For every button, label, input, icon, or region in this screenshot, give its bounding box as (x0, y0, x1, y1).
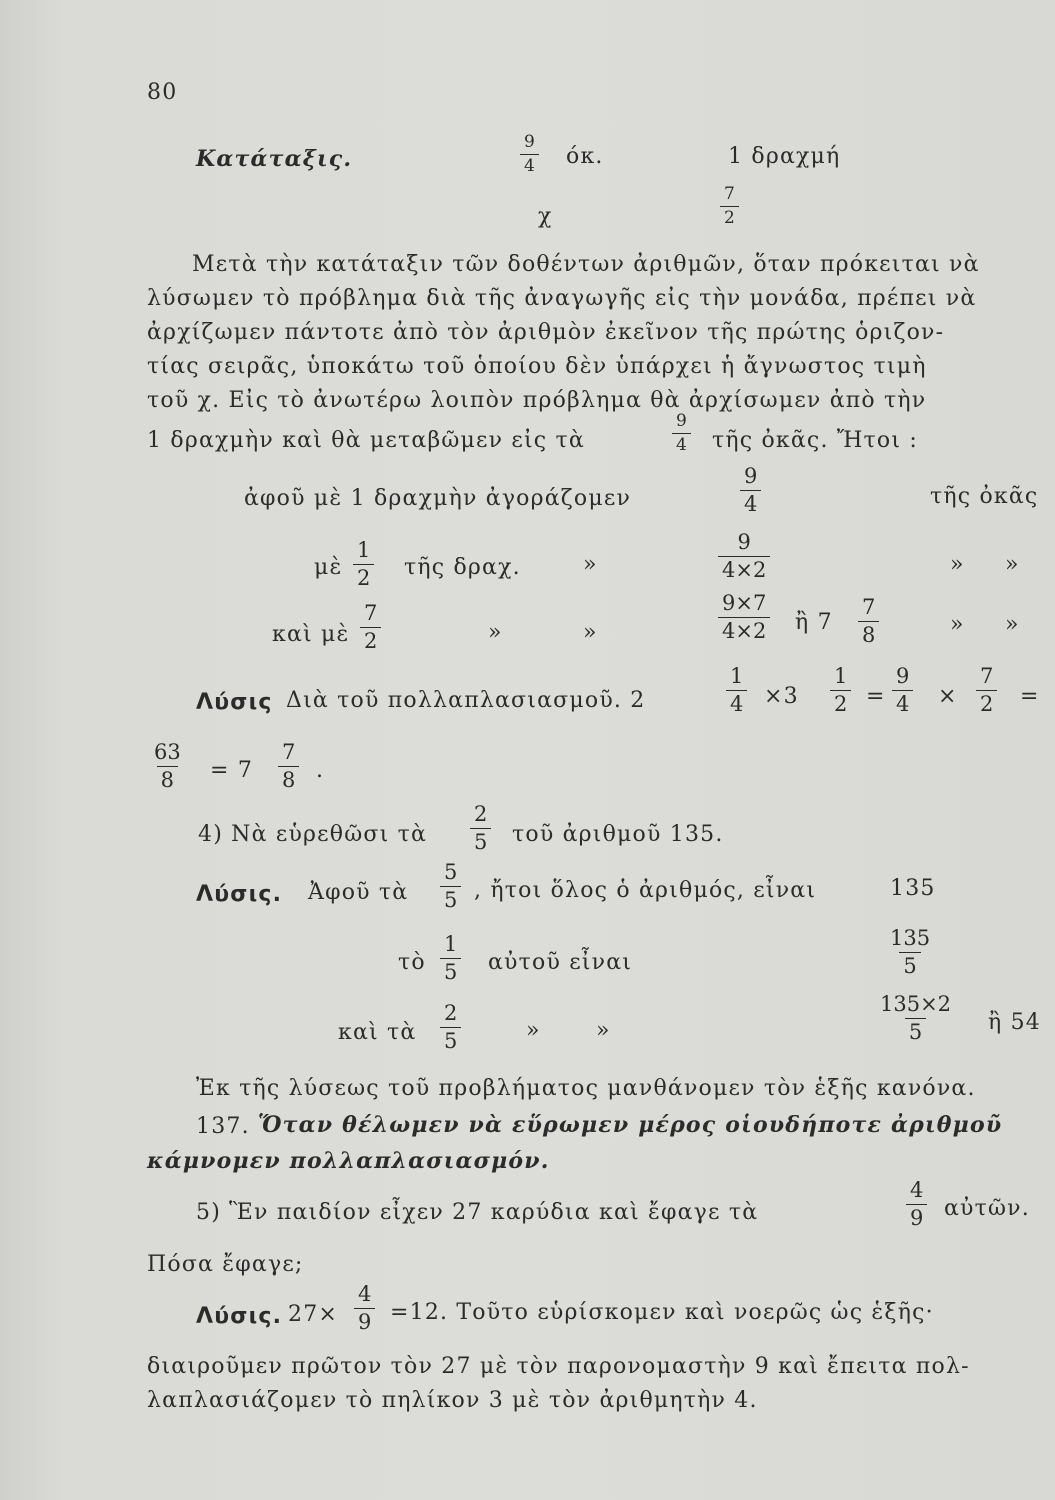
problem4-b: τοῦ ἀριθμοῦ 135. (512, 822, 724, 847)
row-kai-result-fraction: $\frac{135\times 2}{5}$ (880, 992, 952, 1044)
lysis3-a: 27× (288, 1302, 339, 1327)
kat-fraction-7-2: $\frac{7}{2}$ (720, 186, 739, 227)
result-fraction-7-8: $\frac{7}{8}$ (278, 742, 299, 791)
para1-fraction: $\frac{9}{4}$ (672, 413, 691, 454)
row2-a: μὲ (314, 555, 343, 580)
row2-ditto-3: » (1005, 552, 1020, 577)
problem5-a: 5) Ἓν παιδίον εἶχεν 27 καρύδια καὶ ἔφαγε τὰ (196, 1200, 759, 1225)
row2-ditto-2: » (950, 552, 965, 577)
para1-line6b: τῆς ὀκᾶς. Ἤτοι : (712, 428, 918, 453)
lysis2-b: , ἤτοι ὅλος ὁ ἀριθμός, εἶναι (474, 878, 817, 903)
lysis3-fraction: $\frac{4}{9}$ (354, 1284, 375, 1333)
lysis3-b: =12. Τοῦτο εὑρίσκομεν καὶ νοερῶς ὡς ἑξῆς· (390, 1300, 934, 1325)
lysis2-fraction: $\frac{5}{5}$ (440, 862, 461, 911)
row-kai-ditto-2: » (596, 1018, 611, 1043)
row-to-a: τὸ (398, 950, 426, 975)
lysis1-fraction-7-2: $\frac{7}{2}$ (976, 666, 997, 715)
row-to-fraction: $\frac{1}{5}$ (440, 934, 461, 983)
para-last-2: λαπλασιάζομεν τὸ πηλίκον 3 μὲ τὸν ἀριθμητὴν 4. (147, 1388, 758, 1413)
result-fraction-63-8: $\frac{63}{8}$ (154, 740, 181, 792)
lysis1-eq2: = (1020, 684, 1040, 709)
lysis1-times: × (938, 684, 958, 709)
kat-drachmi: 1 δραχμή (728, 144, 841, 169)
row3-a: καὶ μὲ (272, 622, 350, 647)
row2-result-fraction: $\frac{9}{4\times 2}$ (718, 532, 770, 581)
row-kai-ditto-1: » (526, 1018, 541, 1043)
row3-ditto-4: » (1005, 612, 1020, 637)
row2-ditto-1: » (583, 552, 598, 577)
row2-b: τῆς δραχ. (404, 555, 521, 580)
problem5-fraction: $\frac{4}{9}$ (906, 1180, 927, 1229)
lysis1-fraction-9-4: $\frac{9}{4}$ (892, 666, 913, 715)
lysis1-fraction-1-2: $\frac{1}{2}$ (830, 666, 851, 715)
lysis3-label: Λύσις. (196, 1304, 283, 1329)
rule-intro: Ἐκ τῆς λύσεως τοῦ προβλήματος μανθάνομεν τὸν ἑξῆς κανόνα. (196, 1076, 976, 1101)
rule-text-2: κάμνομεν πολλαπλασιασμόν. (147, 1148, 550, 1174)
row-kai-a: καὶ τὰ (338, 1020, 417, 1045)
lysis2-label: Λύσις. (196, 882, 283, 907)
problem4-a: 4) Νὰ εὑρεθῶσι τὰ (198, 822, 428, 847)
row-kai-eta: ἢ 54 (988, 1010, 1041, 1035)
problem4-fraction: $\frac{2}{5}$ (470, 804, 491, 853)
result-eq: = 7 (210, 758, 254, 783)
row1-unit: τῆς ὀκᾶς (930, 484, 1039, 509)
page-number: 80 (147, 80, 178, 105)
lysis1-text: Διὰ τοῦ πολλαπλασιασμοῦ. 2 (286, 688, 646, 713)
row-to-b: αὐτοῦ εἶναι (488, 950, 633, 975)
row3-ditto-3: » (950, 612, 965, 637)
row3-fraction: $\frac{7}{2}$ (360, 603, 381, 652)
result-dot: . (316, 758, 325, 783)
row1-fraction: $\frac{9}{4}$ (740, 466, 761, 515)
row3-eta: ἢ 7 (795, 610, 833, 635)
lysis2-a: Ἀφοῦ τὰ (308, 880, 409, 905)
row-kai-fraction: $\frac{2}{5}$ (440, 1003, 461, 1052)
rule-text-1: Ὅταν θέλωμεν νὰ εὕρωμεν μέρος οἱουδήποτε ἀριθμοῦ (258, 1112, 1003, 1138)
para1-line5: τοῦ χ. Εἰς τὸ ἀνωτέρω λοιπὸν πρόβλημα θὰ ἀρχίσωμεν ἀπὸ τὴν (147, 388, 927, 413)
heading-katataxis: Κατάταξις. (196, 146, 353, 172)
lysis1-fraction-1-4: $\frac{1}{4}$ (726, 666, 747, 715)
para1-line6a: 1 δραχμὴν καὶ θὰ μεταβῶμεν εἰς τὰ (147, 428, 585, 453)
para1-line4: τίας σειρᾶς, ὑποκάτω τοῦ ὁποίου δὲν ὑπάρχει ἡ ἄγνωστος τιμὴ (147, 354, 927, 379)
row3-result-fraction: $\frac{9\times 7}{4\times 2}$ (718, 593, 770, 642)
row2-fraction: $\frac{1}{2}$ (353, 540, 374, 589)
kat-x: χ (538, 204, 553, 229)
posa-question: Πόσα ἔφαγε; (147, 1252, 304, 1277)
row1-text: ἀφοῦ μὲ 1 δραχμὴν ἀγοράζομεν (244, 486, 632, 511)
lysis1-label: Λύσις (196, 690, 273, 715)
row3-ditto-2: » (583, 620, 598, 645)
para1-line1: Μετὰ τὴν κατάταξιν τῶν δοθέντων ἀριθμῶν, ὅταν πρόκειται νὰ (192, 252, 980, 277)
lysis1-eq1: = (866, 684, 886, 709)
row3-mixed-fraction: $\frac{7}{8}$ (858, 597, 879, 646)
problem5-b: αὐτῶν. (944, 1196, 1030, 1221)
kat-fraction-9-4: $\frac{9}{4}$ (520, 134, 539, 175)
row3-ditto-1: » (488, 620, 503, 645)
lysis1-times3: ×3 (764, 684, 799, 709)
para1-line2: λύσωμεν τὸ πρόβλημα διὰ τῆς ἀναγωγῆς εἰς τὴν μονάδα, πρέπει νὰ (147, 286, 977, 311)
para-last-1: διαιροῦμεν πρῶτον τὸν 27 μὲ τὸν παρονομαστὴν 9 καὶ ἔπειτα πολ- (147, 1354, 970, 1379)
kat-ok: όκ. (566, 144, 604, 169)
lysis2-value: 135 (890, 876, 936, 901)
rule-number: 137. (196, 1114, 250, 1139)
para1-line3: ἀρχίζωμεν πάντοτε ἀπὸ τὸν ἀριθμὸν ἐκεῖνον τῆς πρώτης ὁριζον- (147, 320, 945, 345)
row-to-result-fraction: $\frac{135}{5}$ (890, 926, 931, 978)
